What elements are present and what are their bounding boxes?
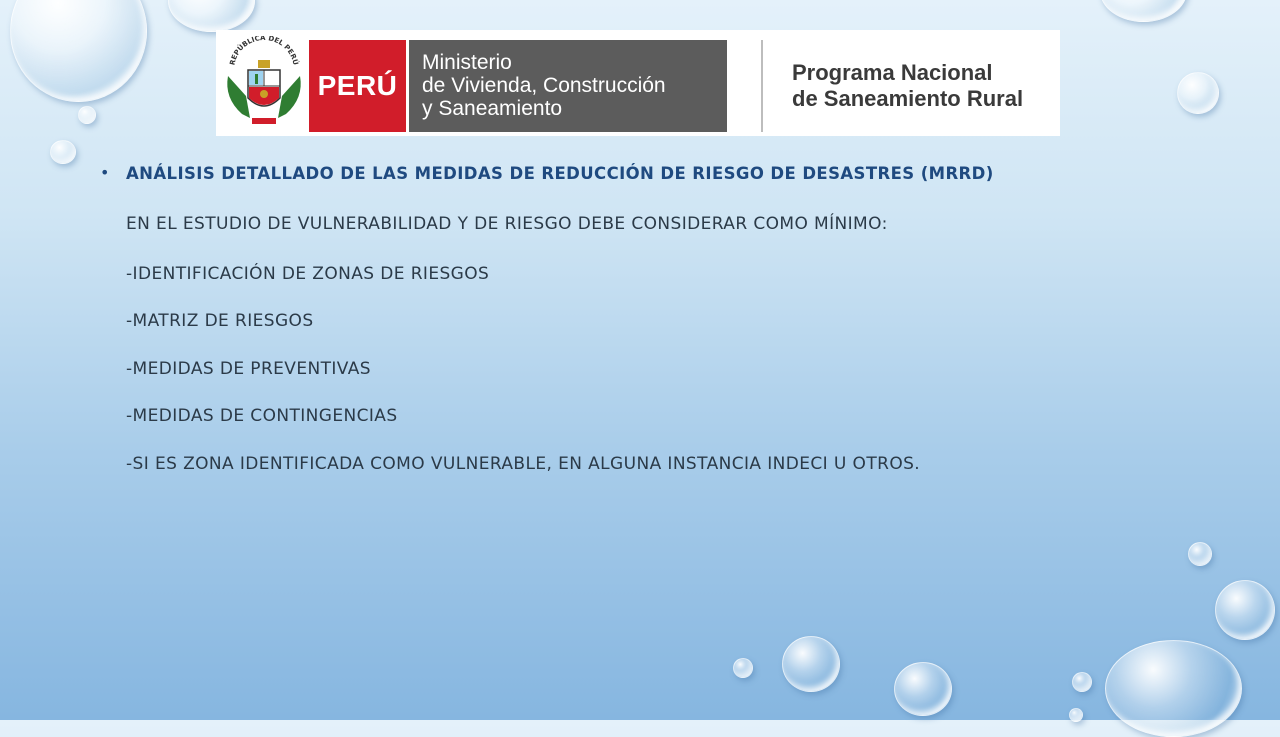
- water-drop-decoration: [168, 0, 255, 32]
- ministry-line: Ministerio: [422, 51, 512, 74]
- logo-banner: [216, 30, 1060, 136]
- body-line: -MATRIZ DE RIESGOS: [126, 311, 314, 331]
- ministry-box: [409, 40, 727, 132]
- logo-divider: [761, 40, 763, 132]
- crest-text: REPÚBLICA DEL PERÚ: [228, 36, 300, 66]
- water-drop-decoration: [1072, 672, 1092, 692]
- peru-brand-box: [309, 40, 406, 132]
- water-drop-decoration: [50, 140, 76, 164]
- water-drop-decoration: [782, 636, 840, 692]
- water-drop-decoration: [10, 0, 147, 102]
- water-drop-decoration: [1215, 580, 1275, 640]
- slide-heading: [100, 160, 1180, 192]
- water-drop-decoration: [78, 106, 96, 124]
- body-line: -IDENTIFICACIÓN DE ZONAS DE RIESGOS: [126, 263, 490, 284]
- water-drop-decoration: [1177, 72, 1219, 114]
- slide-content: [100, 160, 1180, 477]
- water-drop-decoration: [1105, 640, 1242, 737]
- water-drop-decoration: [733, 658, 753, 678]
- program-line: Programa Nacional: [792, 60, 993, 85]
- water-drop-decoration: [1100, 0, 1187, 22]
- peru-label: PERÚ: [317, 70, 398, 101]
- water-drop-decoration: [894, 662, 952, 716]
- body-line: -MEDIDAS DE PREVENTIVAS: [126, 358, 371, 379]
- body-line: EN EL ESTUDIO DE VULNERABILIDAD Y DE RIESGO DEBE CONSIDERAR COMO MÍNIMO:: [126, 214, 888, 234]
- bullet-icon: •: [100, 163, 110, 182]
- program-line: de Saneamiento Rural: [792, 86, 1024, 111]
- ministry-line: de Vivienda, Construcción: [422, 74, 666, 97]
- body-line: -MEDIDAS DE CONTINGENCIAS: [126, 406, 398, 426]
- ministry-line: y Saneamiento: [422, 97, 563, 120]
- program-name: [792, 60, 1023, 112]
- peru-coat-of-arms-icon: [222, 36, 306, 130]
- heading-text: ANÁLISIS DETALLADO DE LAS MEDIDAS DE REDUCCIÓN DE RIESGO DE DESASTRES (MRRD): [126, 164, 994, 183]
- body-line: -SI ES ZONA IDENTIFICADA COMO VULNERABLE, EN ALGUNA INSTANCIA INDECI U OTROS.: [126, 453, 921, 474]
- water-drop-decoration: [1188, 542, 1212, 566]
